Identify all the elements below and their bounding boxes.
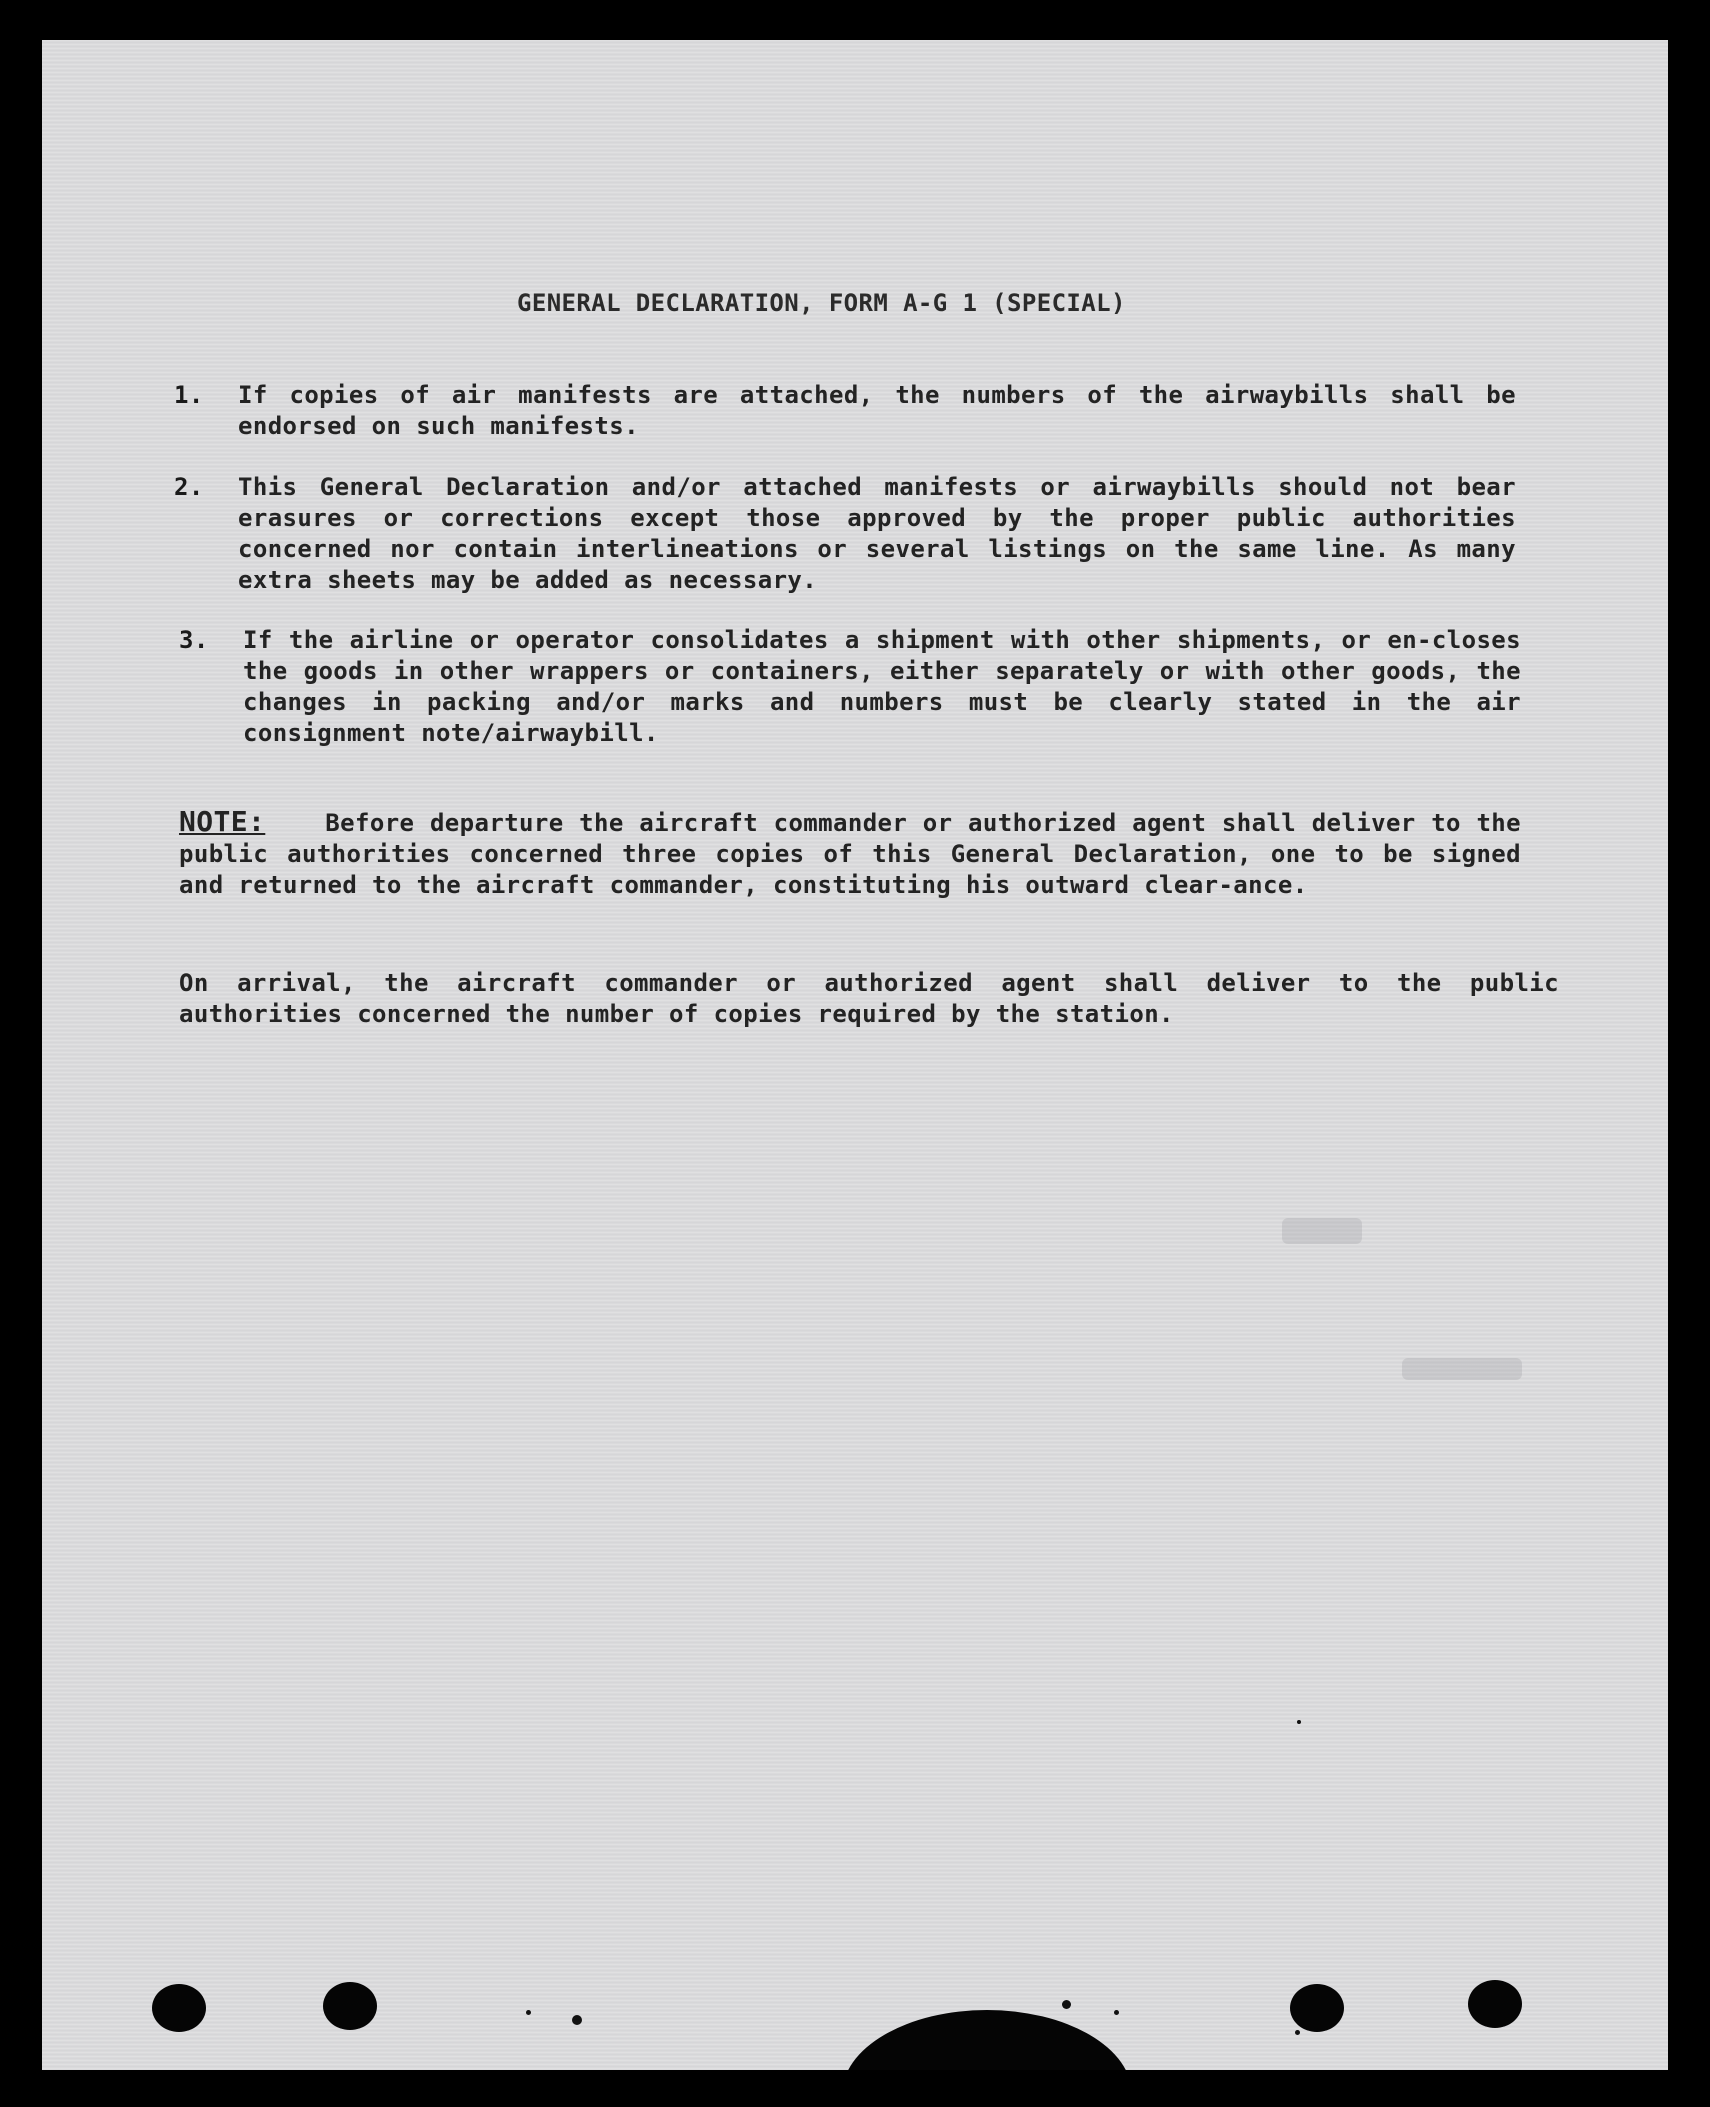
note-label: NOTE: [179,805,266,838]
ink-speck [572,2015,582,2025]
ink-speck [1062,2000,1071,2009]
punch-hole [152,1984,206,2032]
item-number: 1. [174,381,204,409]
torn-edge [842,2010,1132,2070]
document-title: GENERAL DECLARATION, FORM A-G 1 (SPECIAL) [517,289,1126,317]
item-number: 3. [179,626,209,654]
item-text: If copies of air manifests are attached, the numbers of the airwaybills shall be endorsed on such manifests. [238,381,1516,440]
note-text: Before departure the aircraft commander or authorized agent shall deliver to the public authorities concerned three copies of this General Declaration, one to be signed and returned to the aircraft commander, constituting his outward clear-ance. [179,809,1521,899]
list-item [174,472,1516,596]
punch-hole [323,1982,377,2030]
bleed-through-mark [1402,1358,1522,1380]
item-text: This General Declaration and/or attached manifests or airwaybills should not bear erasures or corrections except those approved by the proper public authorities concerned nor contain interlineations or several listings on the same line. As many extra sheets may be added as necessary. [238,473,1516,594]
bleed-through-mark [1282,1218,1362,1244]
ink-speck [1295,2030,1300,2035]
ink-speck [1114,2010,1119,2015]
note-paragraph [179,806,1521,901]
ink-speck [526,2010,531,2015]
item-text: If the airline or operator consolidates a shipment with other shipments, or en-closes the goods in other wrappers or containers, either separately or with other goods, the changes in packing and/or marks and numbers must be clearly stated in the air consignment note/airwaybill. [243,626,1521,747]
ink-speck [1297,1720,1301,1724]
document-page [42,40,1668,2070]
arrival-paragraph: On arrival, the aircraft commander or authorized agent shall deliver to the public authorities concerned the number of copies required by the station. [179,969,1559,1028]
punch-hole [1468,1980,1522,2028]
item-number: 2. [174,473,204,501]
list-item [174,380,1516,442]
list-item [179,625,1521,749]
punch-hole [1290,1984,1344,2032]
